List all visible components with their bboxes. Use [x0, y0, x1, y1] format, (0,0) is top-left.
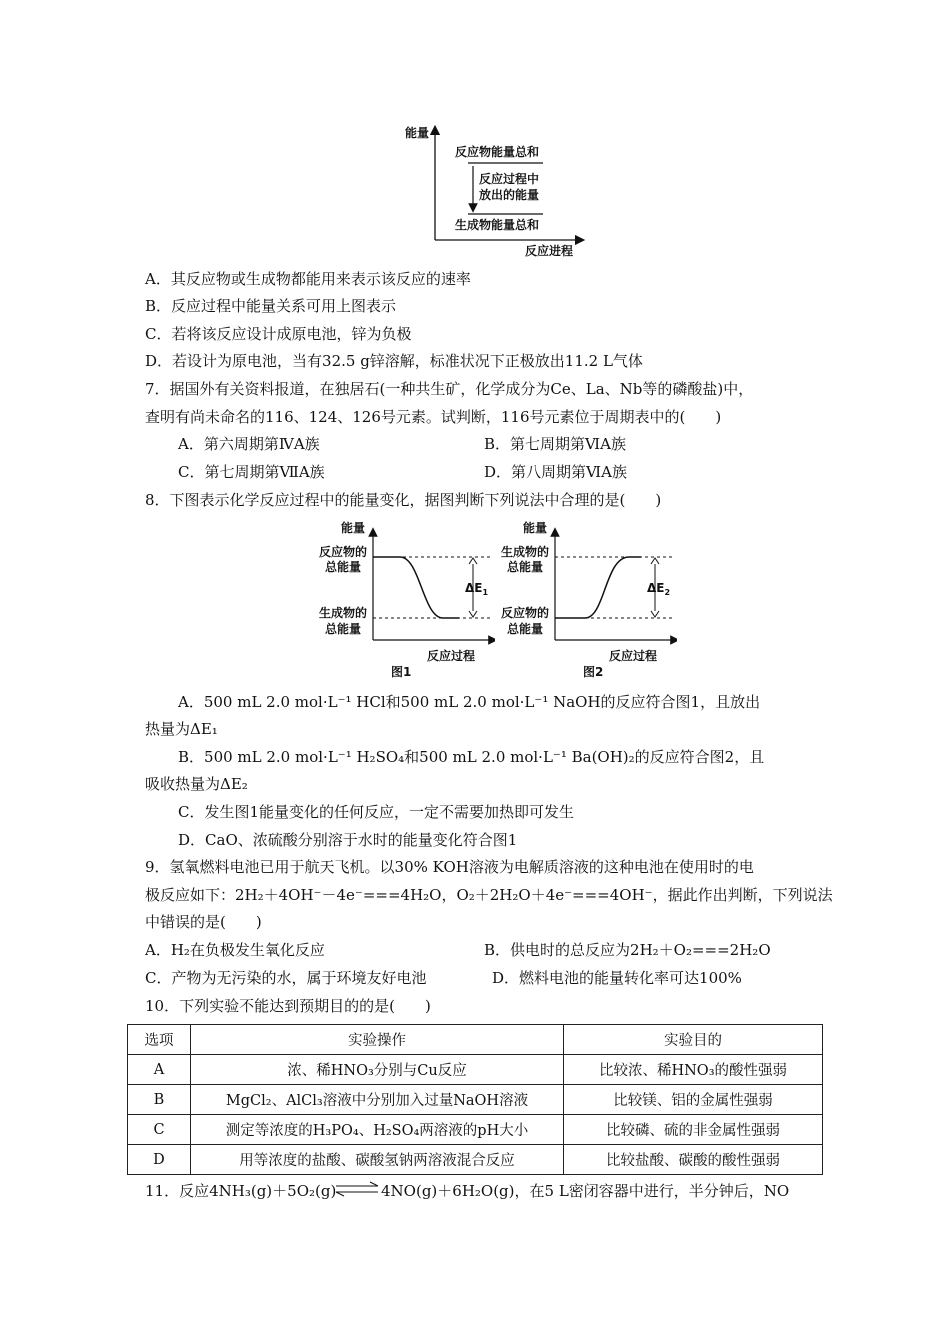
q8-option-a-1: A．500 mL 2.0 mol·L⁻¹ HCl和500 mL 2.0 mol·L⁻¹ NaOH的反应符合图1，且放出: [178, 693, 761, 711]
cell-purpose: 比较盐酸、碳酸的酸性强弱: [564, 1145, 823, 1175]
table-row: [128, 1055, 823, 1085]
q8-option-c: C．发生图1能量变化的任何反应，一定不需要加热即可发生: [178, 803, 575, 821]
q10-table: [127, 1024, 823, 1175]
q8-stem: 8．下图表示化学反应过程中的能量变化，据图判断下列说法中合理的是( ): [145, 491, 662, 509]
q7-option-b: B．第七周期第ⅥA族: [484, 435, 626, 453]
cell-option: A: [128, 1055, 191, 1085]
q7-option-d: D．第八周期第ⅥA族: [484, 463, 627, 481]
release-label-2: 放出的能量: [479, 188, 540, 202]
header-operation: 实验操作: [191, 1025, 564, 1055]
q10-stem: 10．下列实验不能达到预期目的的是( ): [145, 997, 431, 1015]
fig2-top-label-2: 总能量: [507, 560, 544, 574]
release-label-1: 反应过程中: [479, 172, 540, 186]
q7-line2: 查明有尚未命名的116、124、126号元素。试判断，116号元素位于周期表中的( ): [145, 408, 722, 426]
fig2-top-label-1: 生成物的: [501, 545, 550, 559]
product-energy-label: 生成物能量总和: [455, 218, 540, 232]
fig1-caption: 图1: [391, 665, 412, 678]
q7-option-a: A．第六周期第ⅣA族: [178, 435, 320, 453]
cell-purpose: 比较磷、硫的非金属性强弱: [564, 1115, 823, 1145]
fig1-bottom-label-2: 总能量: [325, 622, 362, 636]
energy-figure-1: [315, 518, 495, 678]
fig1-y-axis: 能量: [341, 521, 366, 535]
q8-option-b-1: B．500 mL 2.0 mol·L⁻¹ H₂SO₄和500 mL 2.0 mol·L⁻¹ Ba(OH)₂的反应符合图2，且: [178, 748, 765, 766]
energy-figure-2: [497, 518, 677, 678]
q9-option-c: C．产物为无污染的水，属于环境友好电池: [145, 969, 427, 987]
q8-option-b-2: 吸收热量为ΔE₂: [145, 775, 248, 793]
fig2-caption: 图2: [583, 665, 604, 678]
cell-purpose: 比较镁、铝的金属性强弱: [564, 1085, 823, 1115]
q6-option-b: B．反应过程中能量关系可用上图表示: [145, 297, 397, 315]
q9-line3: 中错误的是( ): [145, 913, 262, 931]
reversible-arrow-icon: [334, 1181, 380, 1197]
table-row: [128, 1085, 823, 1115]
x-axis-label: 反应进程: [525, 244, 574, 258]
fig2-x-axis: 反应过程: [609, 649, 658, 663]
table-header-row: [128, 1025, 823, 1055]
fig2-delta-label: $\Delta E_2$: [647, 581, 671, 597]
fig1-delta-label: $\Delta E_1$: [465, 581, 489, 597]
q8-option-d: D．CaO、浓硫酸分别溶于水时的能量变化符合图1: [178, 831, 518, 849]
q6-option-d: D．若设计为原电池，当有32.5 g锌溶解，标准状况下正极放出11.2 L气体: [145, 352, 643, 370]
cell-option: B: [128, 1085, 191, 1115]
q6-option-c: C．若将该反应设计成原电池，锌为负极: [145, 325, 412, 343]
q9-line2: 极反应如下：2H₂＋4OH⁻－4e⁻===4H₂O，O₂＋2H₂O＋4e⁻===4OH⁻，据此作出判断，下列说法: [145, 886, 833, 904]
q9-line1: 9．氢氧燃料电池已用于航天飞机。以30% KOH溶液为电解质溶液的这种电池在使用时的电: [145, 858, 754, 876]
header-purpose: 实验目的: [564, 1025, 823, 1055]
reactant-energy-label: 反应物能量总和: [455, 145, 540, 159]
header-option: 选项: [128, 1025, 191, 1055]
cell-operation: MgCl₂、AlCl₃溶液中分别加入过量NaOH溶液: [191, 1085, 564, 1115]
q9-option-a: A．H₂在负极发生氧化反应: [145, 941, 325, 959]
cell-operation: 用等浓度的盐酸、碳酸氢钠两溶液混合反应: [191, 1145, 564, 1175]
q9-option-b: B．供电时的总反应为2H₂＋O₂===2H₂O: [484, 941, 771, 959]
table-row: [128, 1115, 823, 1145]
energy-diagram-top: [395, 118, 595, 263]
table-row: [128, 1145, 823, 1175]
q8-option-a-2: 热量为ΔE₁: [145, 720, 218, 738]
cell-operation: 浓、稀HNO₃分别与Cu反应: [191, 1055, 564, 1085]
q6-option-a: A．其反应物或生成物都能用来表示该反应的速率: [145, 270, 471, 288]
cell-operation: 测定等浓度的H₃PO₄、H₂SO₄两溶液的pH大小: [191, 1115, 564, 1145]
fig2-bottom-label-1: 反应物的: [501, 606, 550, 620]
fig1-bottom-label-1: 生成物的: [319, 606, 368, 620]
q7-line1: 7．据国外有关资料报道，在独居石(一种共生矿，化学成分为Ce、La、Nb等的磷酸盐)中，: [145, 380, 754, 398]
q11-right: 4NO(g)＋6H₂O(g)，在5 L密闭容器中进行，半分钟后，NO: [381, 1182, 790, 1200]
fig1-x-axis: 反应过程: [427, 649, 476, 663]
cell-option: D: [128, 1145, 191, 1175]
q11-left: 11．反应4NH₃(g)＋5O₂(g): [145, 1182, 337, 1200]
fig2-y-axis: 能量: [523, 521, 548, 535]
y-axis-label: 能量: [405, 126, 430, 140]
cell-purpose: 比较浓、稀HNO₃的酸性强弱: [564, 1055, 823, 1085]
fig1-top-label-2: 总能量: [325, 560, 362, 574]
fig1-top-label-1: 反应物的: [319, 545, 368, 559]
fig2-bottom-label-2: 总能量: [507, 622, 544, 636]
cell-option: C: [128, 1115, 191, 1145]
q9-option-d: D．燃料电池的能量转化率可达100%: [492, 969, 742, 987]
q7-option-c: C．第七周期第ⅦA族: [178, 463, 325, 481]
